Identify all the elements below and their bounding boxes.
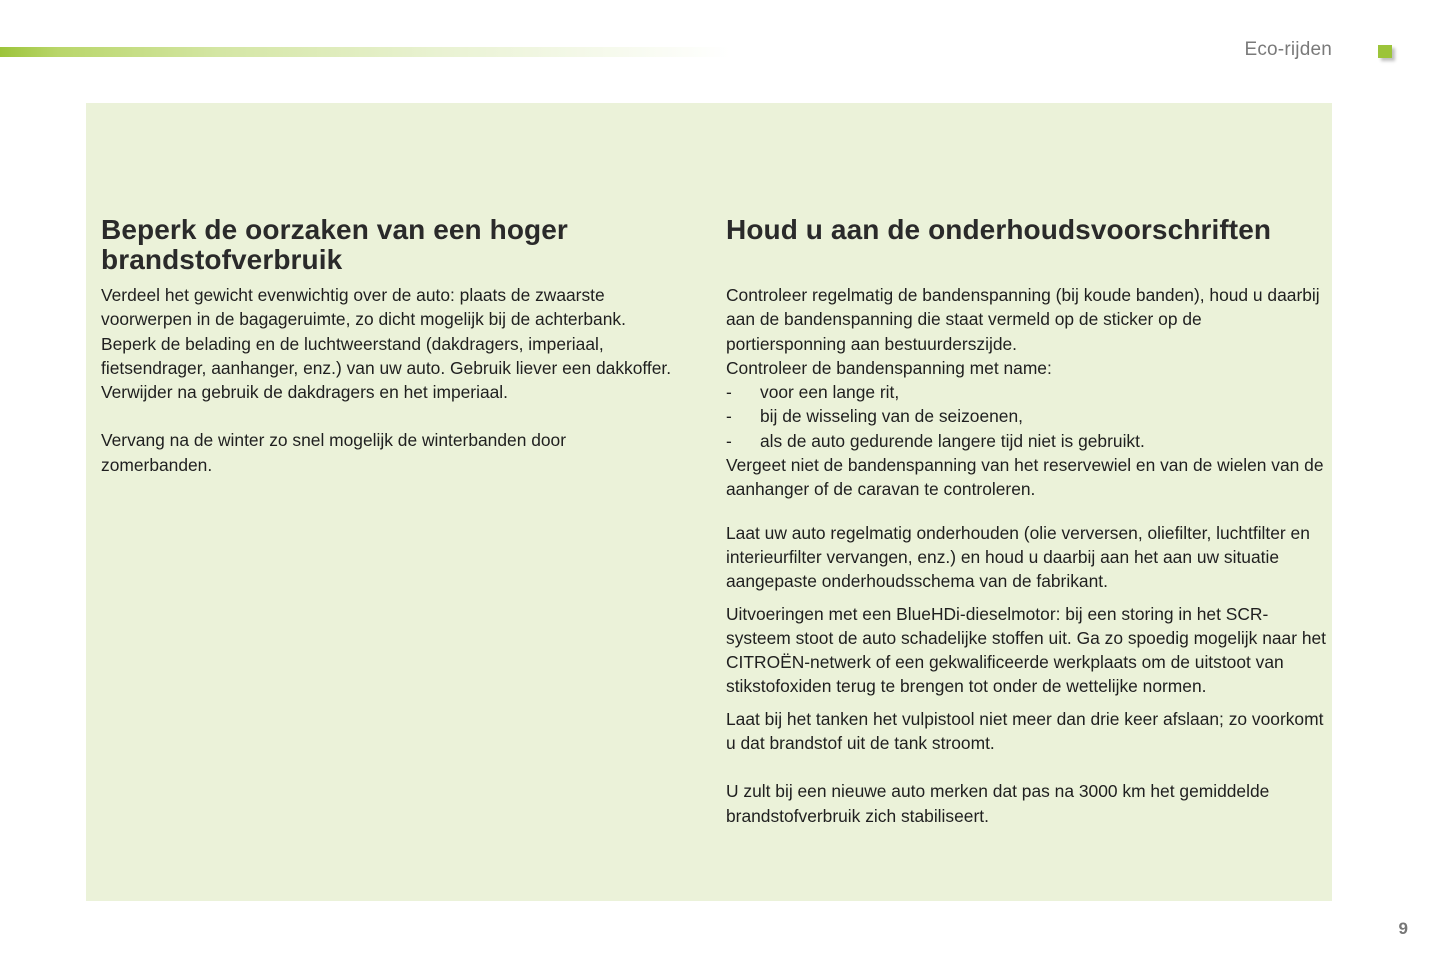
- bullet-dash: -: [726, 382, 732, 403]
- right-paragraph-maintenance: Laat uw auto regelmatig onderhouden (olie verversen, oliefilter, luchtfilter en interieurfilter vervangen, enz.) en houd u daarbij aan het aan uw situatie aangepaste onderhoudsschema van de fabrikant.: [726, 522, 1310, 592]
- right-paragraph-new-car: U zult bij een nieuwe auto merken dat pas na 3000 km het gemiddelde brandstofverbruik zich stabiliseert.: [726, 781, 1270, 826]
- right-paragraph-bluehdi: Uitvoeringen met een BlueHDi-dieselmotor: bij een storing in het SCR-systeem stoot de auto schadelijke stoffen uit. Ga zo spoedig mogelijk naar het CITROËN-netwerk of een gekwalificeerde werkplaats om de uitstoot van stikstofoxiden terug te brengen tot onder de wettelijke normen.: [726, 603, 1327, 697]
- section-title: Eco-rijden: [1244, 39, 1332, 60]
- list-item: [726, 429, 1326, 453]
- left-paragraph-roof-racks: Verwijder na gebruik de dakdragers en het imperiaal.: [101, 382, 508, 403]
- left-column: [101, 215, 681, 477]
- bullet-text: voor een lange rit,: [760, 382, 900, 403]
- right-paragraph-spare-wheel: Vergeet niet de bandenspanning van het reservewiel en van de wielen van de aanhanger of de caravan te controleren.: [726, 455, 1324, 500]
- section-marker-square: [1378, 45, 1392, 58]
- list-item: [726, 404, 1326, 428]
- right-column: [726, 215, 1326, 828]
- right-paragraph-check-when: Controleer de bandenspanning met name:: [726, 357, 1052, 378]
- left-paragraph-tyres: Vervang na de winter zo snel mogelijk de winterbanden door zomerbanden.: [101, 430, 567, 475]
- bullet-dash: -: [726, 430, 732, 451]
- left-heading: Beperk de oorzaken van een hoger brandstofverbruik: [101, 214, 568, 275]
- right-paragraph-tyre-pressure: Controleer regelmatig de bandenspanning (bij koude banden), houd u daarbij aan de bandenspanning die staat vermeld op de sticker op de portiersponning aan bestuurderszijde.: [726, 285, 1320, 354]
- bullet-text: als de auto gedurende langere tijd niet is gebruikt.: [760, 430, 1145, 451]
- bullet-text: bij de wisseling van de seizoenen,: [760, 406, 1023, 427]
- left-paragraph-weight: Verdeel het gewicht evenwichtig over de auto: plaats de zwaarste voorwerpen in de bagageruimte, zo dicht mogelijk bij de achterbank.: [101, 285, 626, 330]
- right-paragraph-refuelling: Laat bij het tanken het vulpistool niet meer dan drie keer afslaan; zo voorkomt u dat brandstof uit de tank stroomt.: [726, 708, 1324, 754]
- page-number: 9: [1398, 919, 1408, 938]
- header-accent-bar: [0, 47, 730, 57]
- left-paragraph-load: Beperk de belading en de luchtweerstand (dakdragers, imperiaal, fietsendrager, aanhanger, enz.) van uw auto. Gebruik liever een dakkoffer.: [101, 333, 672, 378]
- bullet-list: [726, 380, 1326, 453]
- right-heading: Houd u aan de onderhoudsvoorschriften: [726, 214, 1272, 245]
- bullet-dash: -: [726, 406, 732, 427]
- list-item: [726, 380, 1326, 404]
